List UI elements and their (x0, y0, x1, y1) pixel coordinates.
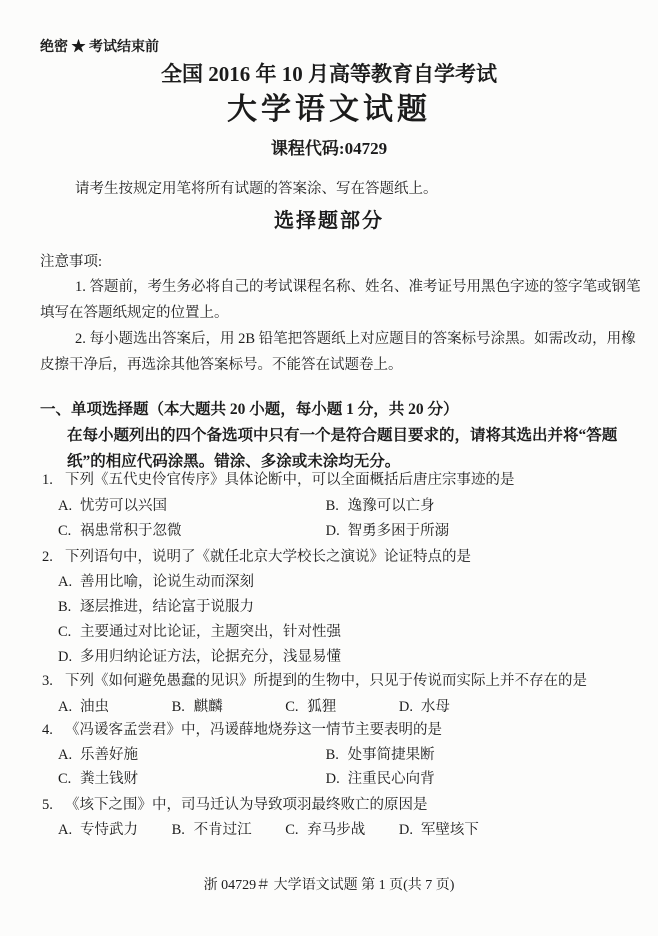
option (326, 769, 435, 789)
option-label: C. (58, 624, 72, 640)
question-2-option-a (58, 572, 254, 592)
option-text: 祸患常积于忽微 (80, 523, 182, 539)
option-text: 逐层推进，结论富于说服力 (80, 599, 254, 615)
option (58, 622, 341, 642)
question-number: 4. (42, 722, 53, 738)
option-label: B. (325, 747, 339, 763)
option-text: 多用归纳论证方法，论据充分，浅显易懂 (80, 649, 341, 665)
question-2-option-c (58, 622, 341, 642)
question-text: 《冯谖客孟尝君》中，冯谖薛地烧券这一情节主要表明的是 (65, 722, 442, 738)
option-label: B. (171, 822, 185, 838)
option-text: 油虫 (80, 699, 109, 715)
question-number: 5. (42, 797, 53, 813)
question-4-options-row-2 (58, 769, 435, 789)
part-one-note-line-1: 在每小题列出的四个备选项中只有一个是符合题目要求的，请将其选出并将“答题 (67, 427, 618, 444)
option (58, 820, 168, 840)
option (172, 820, 282, 840)
question-2-option-d (58, 647, 341, 667)
option (399, 820, 479, 840)
question-5-stem (42, 795, 428, 815)
option-label: C. (285, 699, 299, 715)
question-number: 1. (42, 472, 53, 488)
option-label: C. (58, 523, 72, 539)
option-text: 处事简捷果断 (347, 747, 435, 763)
option (58, 496, 322, 516)
exam-title: 全国 2016 年 10 月高等教育自学考试 (161, 62, 497, 86)
question-1-stem (42, 470, 515, 490)
option (399, 697, 450, 717)
option-label: A. (58, 574, 73, 590)
question-text: 下列语句中，说明了《就任北京大学校长之演说》论证特点的是 (65, 549, 471, 565)
option-label: A. (58, 747, 73, 763)
option (58, 697, 168, 717)
option-label: D. (325, 771, 340, 787)
notice-item-2-line-2: 皮擦干净后，再选涂其他答案标号。不能答在试题卷上。 (40, 357, 403, 373)
option-text: 主要通过对比论证，主题突出，针对性强 (80, 624, 341, 640)
question-number: 3. (42, 673, 53, 689)
question-4-options-row-1 (58, 745, 435, 765)
question-2-option-b (58, 597, 254, 617)
question-1-options-row-2 (58, 521, 449, 541)
option-text: 忧劳可以兴国 (80, 498, 167, 514)
question-number: 2. (42, 549, 53, 565)
option-label: B. (58, 599, 72, 615)
option-text: 智勇多困于所溺 (347, 523, 450, 539)
paper-title: 大学语文试题 (227, 93, 431, 126)
option-text: 专恃武力 (80, 822, 138, 838)
option-label: C. (58, 771, 72, 787)
question-5-options-row (58, 820, 479, 840)
option (58, 769, 322, 789)
question-text: 下列《五代史伶官传序》具体论断中，可以全面概括后唐庄宗事迹的是 (65, 472, 515, 488)
option (285, 820, 395, 840)
option-label: A. (58, 822, 73, 838)
option-label: C. (285, 822, 299, 838)
notice-item-2-line-1: 2. 每小题选出答案后，用 2B 铅笔把答题纸上对应题目的答案标号涂黑。如需改动，用橡 (75, 331, 636, 347)
option-text: 逸豫可以亡身 (347, 498, 435, 514)
question-3-options-row (58, 697, 450, 717)
section-title: 选择题部分 (274, 210, 384, 232)
course-code: 课程代码:04729 (270, 139, 388, 158)
option (172, 697, 282, 717)
option (58, 597, 254, 617)
page-footer-label: 浙 04729＃ 大学语文试题 第 1 页(共 7 页) (203, 878, 455, 893)
option-text: 注重民心向背 (347, 771, 435, 787)
option (326, 521, 450, 541)
answer-sheet-instruction: 请考生按规定用笔将所有试题的答案涂、写在答题纸上。 (75, 181, 438, 197)
option-label: D. (325, 523, 340, 539)
option (285, 697, 395, 717)
option (326, 496, 435, 516)
option-label: B. (325, 498, 339, 514)
option-text: 狐狸 (307, 699, 337, 715)
option-text: 不肯过江 (193, 822, 252, 838)
secrecy-classification-label: 绝密 ★ 考试结束前 (40, 40, 159, 55)
option-label: D. (58, 649, 73, 665)
option-label: B. (171, 699, 185, 715)
option-label: D. (398, 699, 413, 715)
question-text: 下列《如何避免愚蠢的见识》所提到的生物中，只见于传说而实际上并不存在的是 (65, 673, 587, 689)
option-label: A. (58, 699, 73, 715)
option-text: 乐善好施 (80, 747, 138, 763)
option (58, 745, 322, 765)
option-text: 粪土钱财 (80, 771, 138, 787)
option (326, 745, 435, 765)
option (58, 647, 341, 667)
option-label: D. (398, 822, 413, 838)
option-text: 麒麟 (193, 699, 223, 715)
option-label: A. (58, 498, 73, 514)
part-one-note-line-2: 纸”的相应代码涂黑。错涂、多涂或未涂均无分。 (67, 453, 401, 470)
question-2-stem (42, 547, 471, 567)
option-text: 弃马步战 (307, 822, 366, 838)
notice-item-1-line-2: 填写在答题纸规定的位置上。 (40, 305, 229, 321)
option (58, 572, 254, 592)
option-text: 水母 (420, 699, 450, 715)
notice-heading: 注意事项: (40, 254, 103, 270)
option-text: 军壁垓下 (420, 822, 479, 838)
question-1-options-row-1 (58, 496, 435, 516)
part-one-heading: 一、单项选择题（本大题共 20 小题，每小题 1 分，共 20 分） (40, 401, 459, 418)
option-text: 善用比喻，论说生动而深刻 (80, 574, 254, 590)
notice-item-1-line-1: 1. 答题前，考生务必将自己的考试课程名称、姓名、准考证号用黑色字迹的签字笔或钢笔 (75, 279, 641, 295)
question-4-stem (42, 720, 442, 740)
question-3-stem (42, 671, 587, 691)
question-text: 《垓下之围》中，司马迁认为导致项羽最终败亡的原因是 (65, 797, 428, 813)
option (58, 521, 322, 541)
